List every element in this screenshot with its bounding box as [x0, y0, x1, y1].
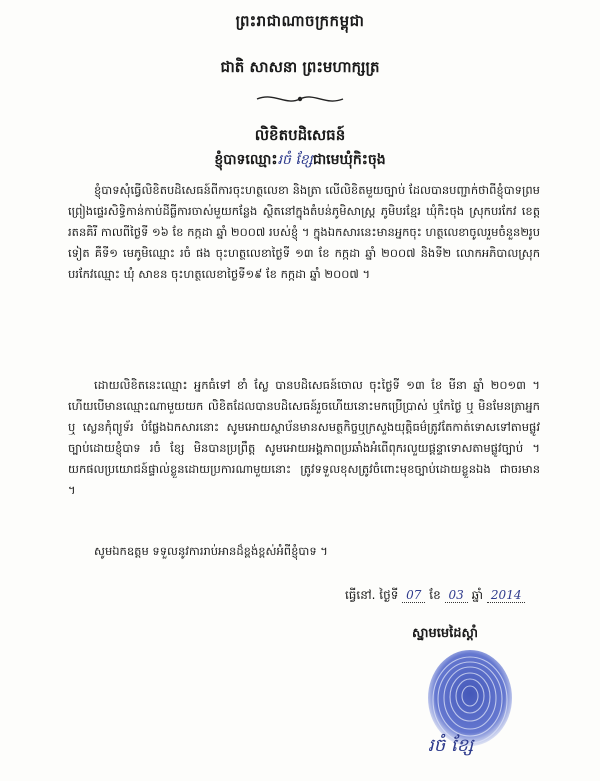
national-motto: ជាតិ សាសនា ព្រះមហាក្សត្រ	[220, 58, 380, 76]
thumbprint-label: ស្នាមមេដៃស្ដាំ	[412, 626, 479, 641]
date-line	[345, 587, 525, 605]
ornament-divider	[255, 92, 345, 106]
handwritten-name: រចំ ខ្សែ	[277, 152, 313, 168]
date-month-label: ខែ	[429, 588, 441, 602]
body-paragraph-1: ខ្ញុំបាទសុំធ្វើលិខិតបដិសេធន៍ពីការចុះហត្ថលេខា និងត្រា លើលិខិតមួយច្បាប់ ដែលបានបញ្ជាក់ថាពីខ្ញុំបាទព្រមព្រៀងផ្ទេរសិទ្ធិកាន់កាប់ដីធ្លីការចាស់មួយកន្លែង ស្ថិតនៅក្នុងតំបន់ភូមិសាស្ត្រ ភូមិបរខ្មែរ ឃុំកិះចុង ស្រុកបរកែវ ខេត្តរតនគិរី កាលពីថ្ងៃទី ១៦ ខែ កក្កដា ឆ្នាំ ២០០៧ របស់ខ្ញុំ ។ ក្នុងឯកសារនេះមានអ្នកចុះ ហត្ថលេខាចូលរួមចំនួន២រូបទៀត គឺទី១ មេភូមិឈ្មោះ រចំ ផង ចុះហត្ថលេខាថ្ងៃទី ១៣ ខែ កក្កដា ឆ្នាំ ២០០៧ និងទី២ លោកអភិបាលស្រុកបរកែវឈ្មោះ ឃុំ សាខន ចុះហត្ថលេខាថ្ងៃទី១៩ ខែ កក្កដា ឆ្នាំ ២០០៧ ។	[68, 183, 540, 281]
date-year: 2014	[487, 588, 526, 603]
handwritten-signature: រចំ ខ្សែ	[428, 735, 474, 756]
date-year-label: ឆ្នាំ	[471, 588, 484, 602]
subject-suffix: ជាមេឃុំកិះចុង	[312, 152, 386, 168]
letter-title: លិខិតបដិសេធន៍	[254, 126, 346, 144]
kingdom-heading: ព្រះរាជាណាចក្រកម្ពុជា	[235, 12, 365, 30]
date-month: 03	[445, 588, 468, 603]
letter-subject	[0, 150, 600, 171]
subject-prefix: ខ្ញុំបាទឈ្មោះ	[214, 152, 278, 168]
body-paragraph-2: ដោយលិខិតនេះឈ្មោះ អ្នកធំទៅ ខាំ ស្លែ បានបដិសេធន៍ចោល ចុះថ្ងៃទី ១៣ ខែ មីនា ឆ្នាំ ២០១៣ ។ ហើយបើមានឈ្មោះណាមួយយក លិខិតដែលបានបដិសេធន៍រួចហើយនោះមកប្រើប្រាស់ ឬកែថ្ងៃ ឬ មិនមែនត្រាអ្នក ឬ ស្លេនកុំព្យូទ័រ បំផ្លែងឯកសារនោះ សូមអោយស្ថាប័នមានសមត្ថកិច្ចឬក្រសួងយុត្តិធម៌ត្រូវតែកាត់ទោសទៅតាមផ្លូវច្បាប់ដោយខ្ញុំបាទ រចំ ខ្សែ មិនបានប្រព្រឹត្ត សូមអោយអង្គភាពប្រឆាំងអំពើពុករលួយផ្តន្ទាទោសតាមផ្លូវច្បាប់ ។ យកផលប្រយោជន៍ផ្ទាល់ខ្លួនដោយប្រការណាមួយនោះ ត្រូវទទួលខុសត្រូវចំពោះមុខច្បាប់ដោយខ្លួនឯង ជាចរមាន ។	[68, 378, 540, 497]
closing-paragraph: សូមឯកឧត្តម ទទួលនូវការរាប់អានដ៏ខ្ពង់ខ្ពស់អំពីខ្ញុំបាទ ។	[94, 544, 328, 558]
date-day: 07	[402, 588, 425, 603]
date-prefix: ធ្វើនៅ. ថ្ងៃទី	[345, 588, 399, 602]
